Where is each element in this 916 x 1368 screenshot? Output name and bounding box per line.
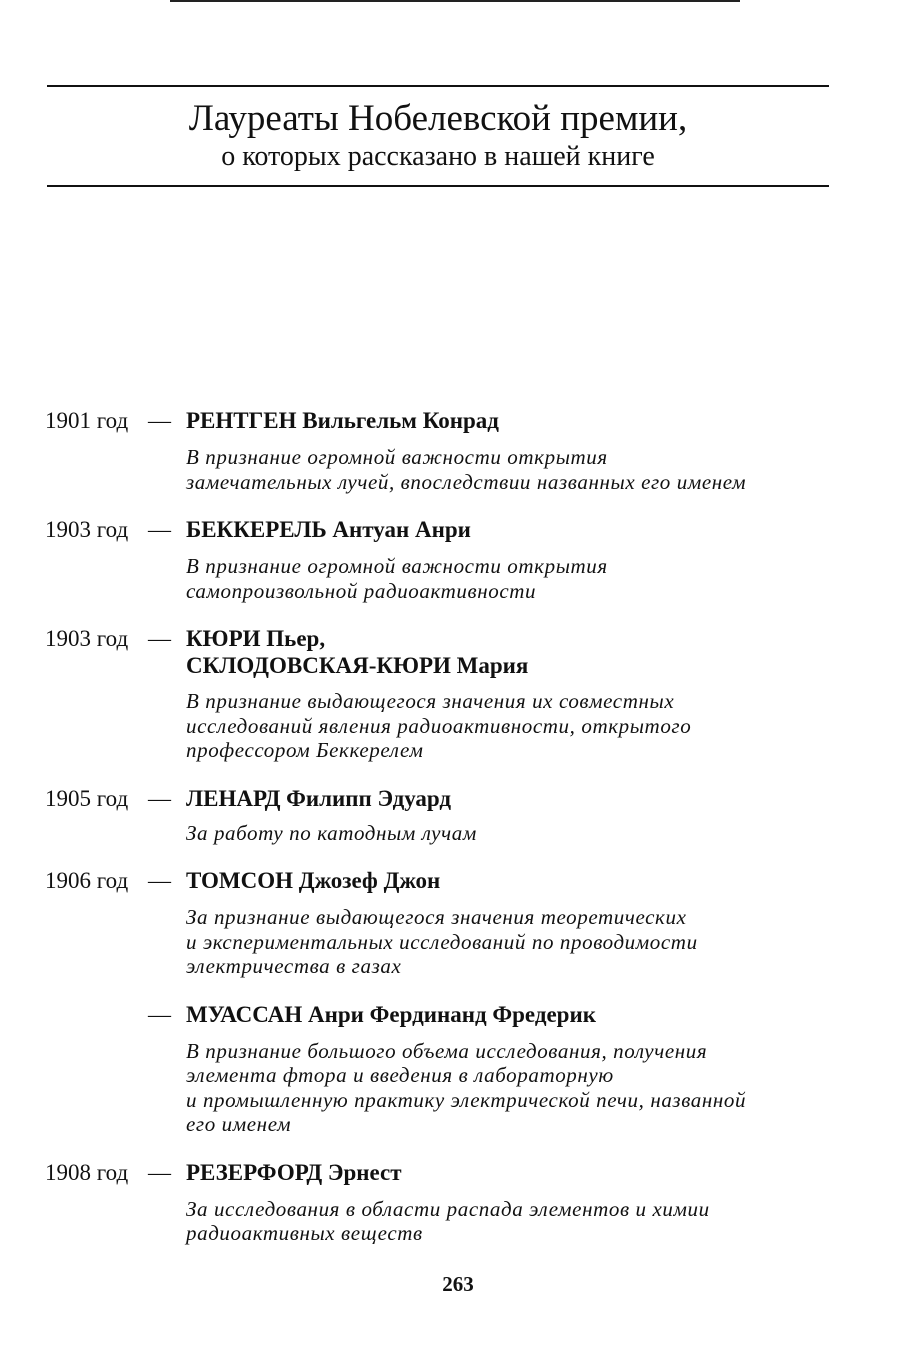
citation-line: электричества в газах bbox=[186, 954, 402, 978]
entry-year: 1903 год bbox=[45, 517, 129, 542]
laureate-entry bbox=[0, 623, 916, 763]
laureate-entry bbox=[0, 783, 916, 846]
award-citation bbox=[186, 554, 836, 603]
entry-dash: — bbox=[148, 1001, 171, 1027]
citation-line: и промышленную практику электрической печи, названной bbox=[186, 1087, 747, 1112]
citation-line: и экспериментальных исследований по проводимости bbox=[186, 929, 698, 954]
entry-year: 1908 год bbox=[45, 1159, 129, 1185]
laureate-name: РЕЗЕРФОРД Эрнест bbox=[186, 1159, 402, 1185]
award-citation bbox=[186, 821, 836, 846]
laureate-entry bbox=[0, 999, 916, 1137]
laureate-name: МУАССАН Анри Фердинанд Фредерик bbox=[186, 1001, 596, 1027]
laureate-name: ЛЕНАРД Филипп Эдуард bbox=[186, 785, 452, 811]
citation-line: его именем bbox=[186, 1112, 292, 1136]
citation-line: профессором Беккерелем bbox=[186, 738, 424, 762]
citation-line: исследований явления радиоактивности, открытого bbox=[186, 713, 692, 738]
laureate-list bbox=[0, 405, 916, 1246]
entry-dash: — bbox=[148, 1159, 171, 1185]
citation-line: элемента фтора и введения в лабораторную bbox=[186, 1063, 614, 1087]
award-citation bbox=[186, 689, 836, 763]
award-citation bbox=[186, 445, 836, 494]
laureate-entry bbox=[0, 865, 916, 979]
entry-year: 1903 год bbox=[45, 626, 129, 651]
page-number: 263 bbox=[442, 1272, 474, 1296]
citation-line: За признание выдающегося значения теоретических bbox=[186, 905, 687, 929]
award-citation bbox=[186, 1197, 836, 1246]
entry-dash: — bbox=[148, 868, 171, 893]
title-line-1: Лауреаты Нобелевской премии, bbox=[188, 98, 688, 139]
laureate-name: ТОМСОН Джозеф Джон bbox=[186, 868, 441, 893]
title-rule-bottom bbox=[47, 185, 829, 187]
entry-dash: — bbox=[148, 517, 171, 542]
laureate-name-second: СКЛОДОВСКАЯ-КЮРИ Мария bbox=[186, 653, 529, 678]
laureate-name: КЮРИ Пьер, bbox=[186, 626, 326, 651]
laureate-entry bbox=[0, 405, 916, 494]
citation-line: В признание большого объема исследования, получения bbox=[186, 1038, 708, 1063]
citation-line: радиоактивных веществ bbox=[186, 1221, 423, 1245]
title-line-2: о которых рассказано в нашей книге bbox=[221, 141, 655, 172]
top-rule bbox=[170, 0, 740, 2]
entry-year: 1906 год bbox=[45, 868, 129, 893]
citation-line: самопроизвольной радиоактивности bbox=[186, 578, 537, 603]
laureate-name: РЕНТГЕН Вильгельм Конрад bbox=[186, 408, 499, 433]
citation-line: замечательных лучей, впоследствии названных его именем bbox=[186, 469, 747, 494]
laureate-entry bbox=[0, 1157, 916, 1246]
entry-year: 1901 год bbox=[45, 408, 129, 433]
citation-line: За работу по катодным лучам bbox=[186, 820, 477, 845]
citation-line: За исследования в области распада элементов и химии bbox=[186, 1196, 710, 1221]
entry-year: 1905 год bbox=[45, 785, 129, 811]
laureate-name: БЕККЕРЕЛЬ Антуан Анри bbox=[186, 517, 471, 542]
citation-line: В признание выдающегося значения их совместных bbox=[186, 689, 675, 713]
award-citation bbox=[186, 1039, 836, 1137]
entry-dash: — bbox=[148, 626, 171, 651]
entry-dash: — bbox=[148, 785, 171, 811]
title-rule-top bbox=[47, 85, 829, 87]
page-title bbox=[47, 100, 829, 171]
citation-line: В признание огромной важности открытия bbox=[186, 445, 608, 469]
laureate-entry bbox=[0, 514, 916, 603]
entry-dash: — bbox=[148, 408, 171, 433]
citation-line: В признание огромной важности открытия bbox=[186, 554, 608, 578]
award-citation bbox=[186, 905, 836, 979]
